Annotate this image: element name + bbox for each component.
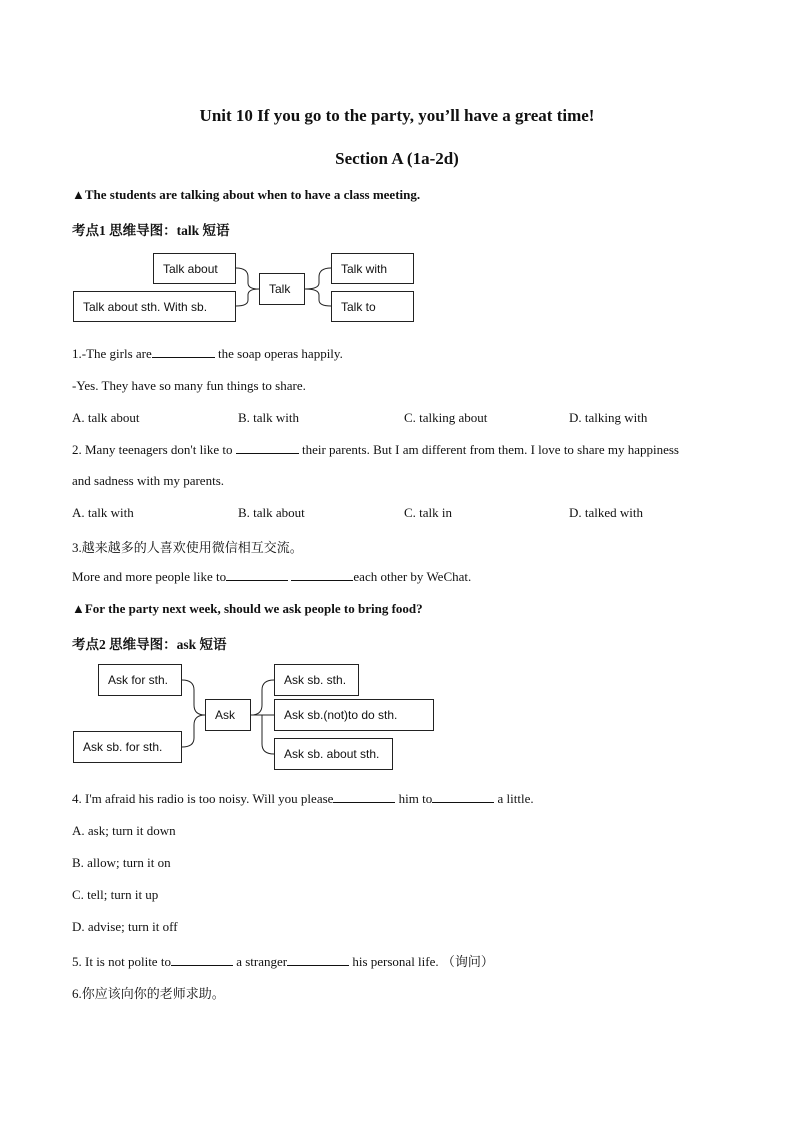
question-4 <box>72 791 534 807</box>
q2-option-d[interactable]: D. talked with <box>569 505 644 520</box>
question-5 <box>72 951 494 970</box>
q2-option-b[interactable]: B. talk about <box>238 505 305 520</box>
section-title: Section A (1a-2d) <box>335 149 459 168</box>
map-node-talk-with: Talk with <box>331 253 414 284</box>
q4-option-b[interactable]: B. allow; turn it on <box>72 855 171 870</box>
q1-text-before: 1.-The girls are <box>72 346 152 361</box>
q2-text-after: their parents. But I am different from them. I love to share my happiness <box>298 442 679 457</box>
q5-text-middle: a stranger <box>232 954 288 969</box>
q5-text-before: 5. It is not polite to <box>72 954 171 969</box>
q4-option-c[interactable]: C. tell; turn it up <box>72 887 159 902</box>
scenario-prompt-1: ▲The students are talking about when to have a class meeting. <box>72 187 421 202</box>
q2-option-a[interactable]: A. talk with <box>72 505 134 520</box>
q1-option-b[interactable]: B. talk with <box>238 410 300 425</box>
map-node-ask-sb-not-to-do-sth: Ask sb.(not)to do sth. <box>274 699 434 731</box>
map-node-ask-sb-about-sth: Ask sb. about sth. <box>274 738 393 770</box>
q1-option-d[interactable]: D. talking with <box>569 410 648 425</box>
q4-blank-1[interactable] <box>333 791 395 803</box>
page-title: Unit 10 If you go to the party, you’ll have a great time! <box>199 106 595 125</box>
map-node-talk-about: Talk about <box>153 253 236 284</box>
map-node-ask-for-sth: Ask for sth. <box>98 664 182 696</box>
q4-text-after: a little. <box>494 791 534 806</box>
kaodian-2-heading: 考点2 思维导图：ask 短语 <box>72 637 227 652</box>
question-3-chinese: 3.越来越多的人喜欢使用微信相互交流。 <box>72 540 303 555</box>
q3-text-before: More and more people like to <box>72 569 227 584</box>
q4-blank-2[interactable] <box>432 791 494 803</box>
q4-option-a[interactable]: A. ask; turn it down <box>72 823 176 838</box>
q4-option-d[interactable]: D. advise; turn it off <box>72 919 178 934</box>
q5-blank-2[interactable] <box>287 954 349 966</box>
map-node-ask-center: Ask <box>205 699 251 731</box>
map-node-ask-sb-sth: Ask sb. sth. <box>274 664 359 696</box>
q4-text-before: 4. I'm afraid his radio is too noisy. Will you please <box>72 791 334 806</box>
q3-text-after: each other by WeChat. <box>353 569 472 584</box>
map-node-talk-about-sth-with-sb: Talk about sth. With sb. <box>73 291 236 322</box>
map-node-talk-to: Talk to <box>331 291 414 322</box>
question-2-line2: and sadness with my parents. <box>72 473 225 488</box>
kaodian-1-heading: 考点1 思维导图：talk 短语 <box>72 223 230 238</box>
map-node-talk-center: Talk <box>259 273 305 305</box>
q5-blank-1[interactable] <box>171 954 233 966</box>
q5-text-after: his personal life. （询问） <box>349 954 494 969</box>
map-node-ask-sb-for-sth: Ask sb. for sth. <box>73 731 182 763</box>
question-6-chinese: 6.你应该向你的老师求助。 <box>72 986 225 1001</box>
question-1-line2: -Yes. They have so many fun things to share. <box>72 378 306 393</box>
q2-text-before: 2. Many teenagers don't like to <box>72 442 236 457</box>
q4-text-middle: him to <box>395 791 433 806</box>
scenario-prompt-2: ▲For the party next week, should we ask people to bring food? <box>72 601 423 616</box>
q1-text-after: the soap operas happily. <box>214 346 343 361</box>
q1-option-a[interactable]: A. talk about <box>72 410 140 425</box>
q2-option-c[interactable]: C. talk in <box>404 505 453 520</box>
q1-option-c[interactable]: C. talking about <box>404 410 488 425</box>
